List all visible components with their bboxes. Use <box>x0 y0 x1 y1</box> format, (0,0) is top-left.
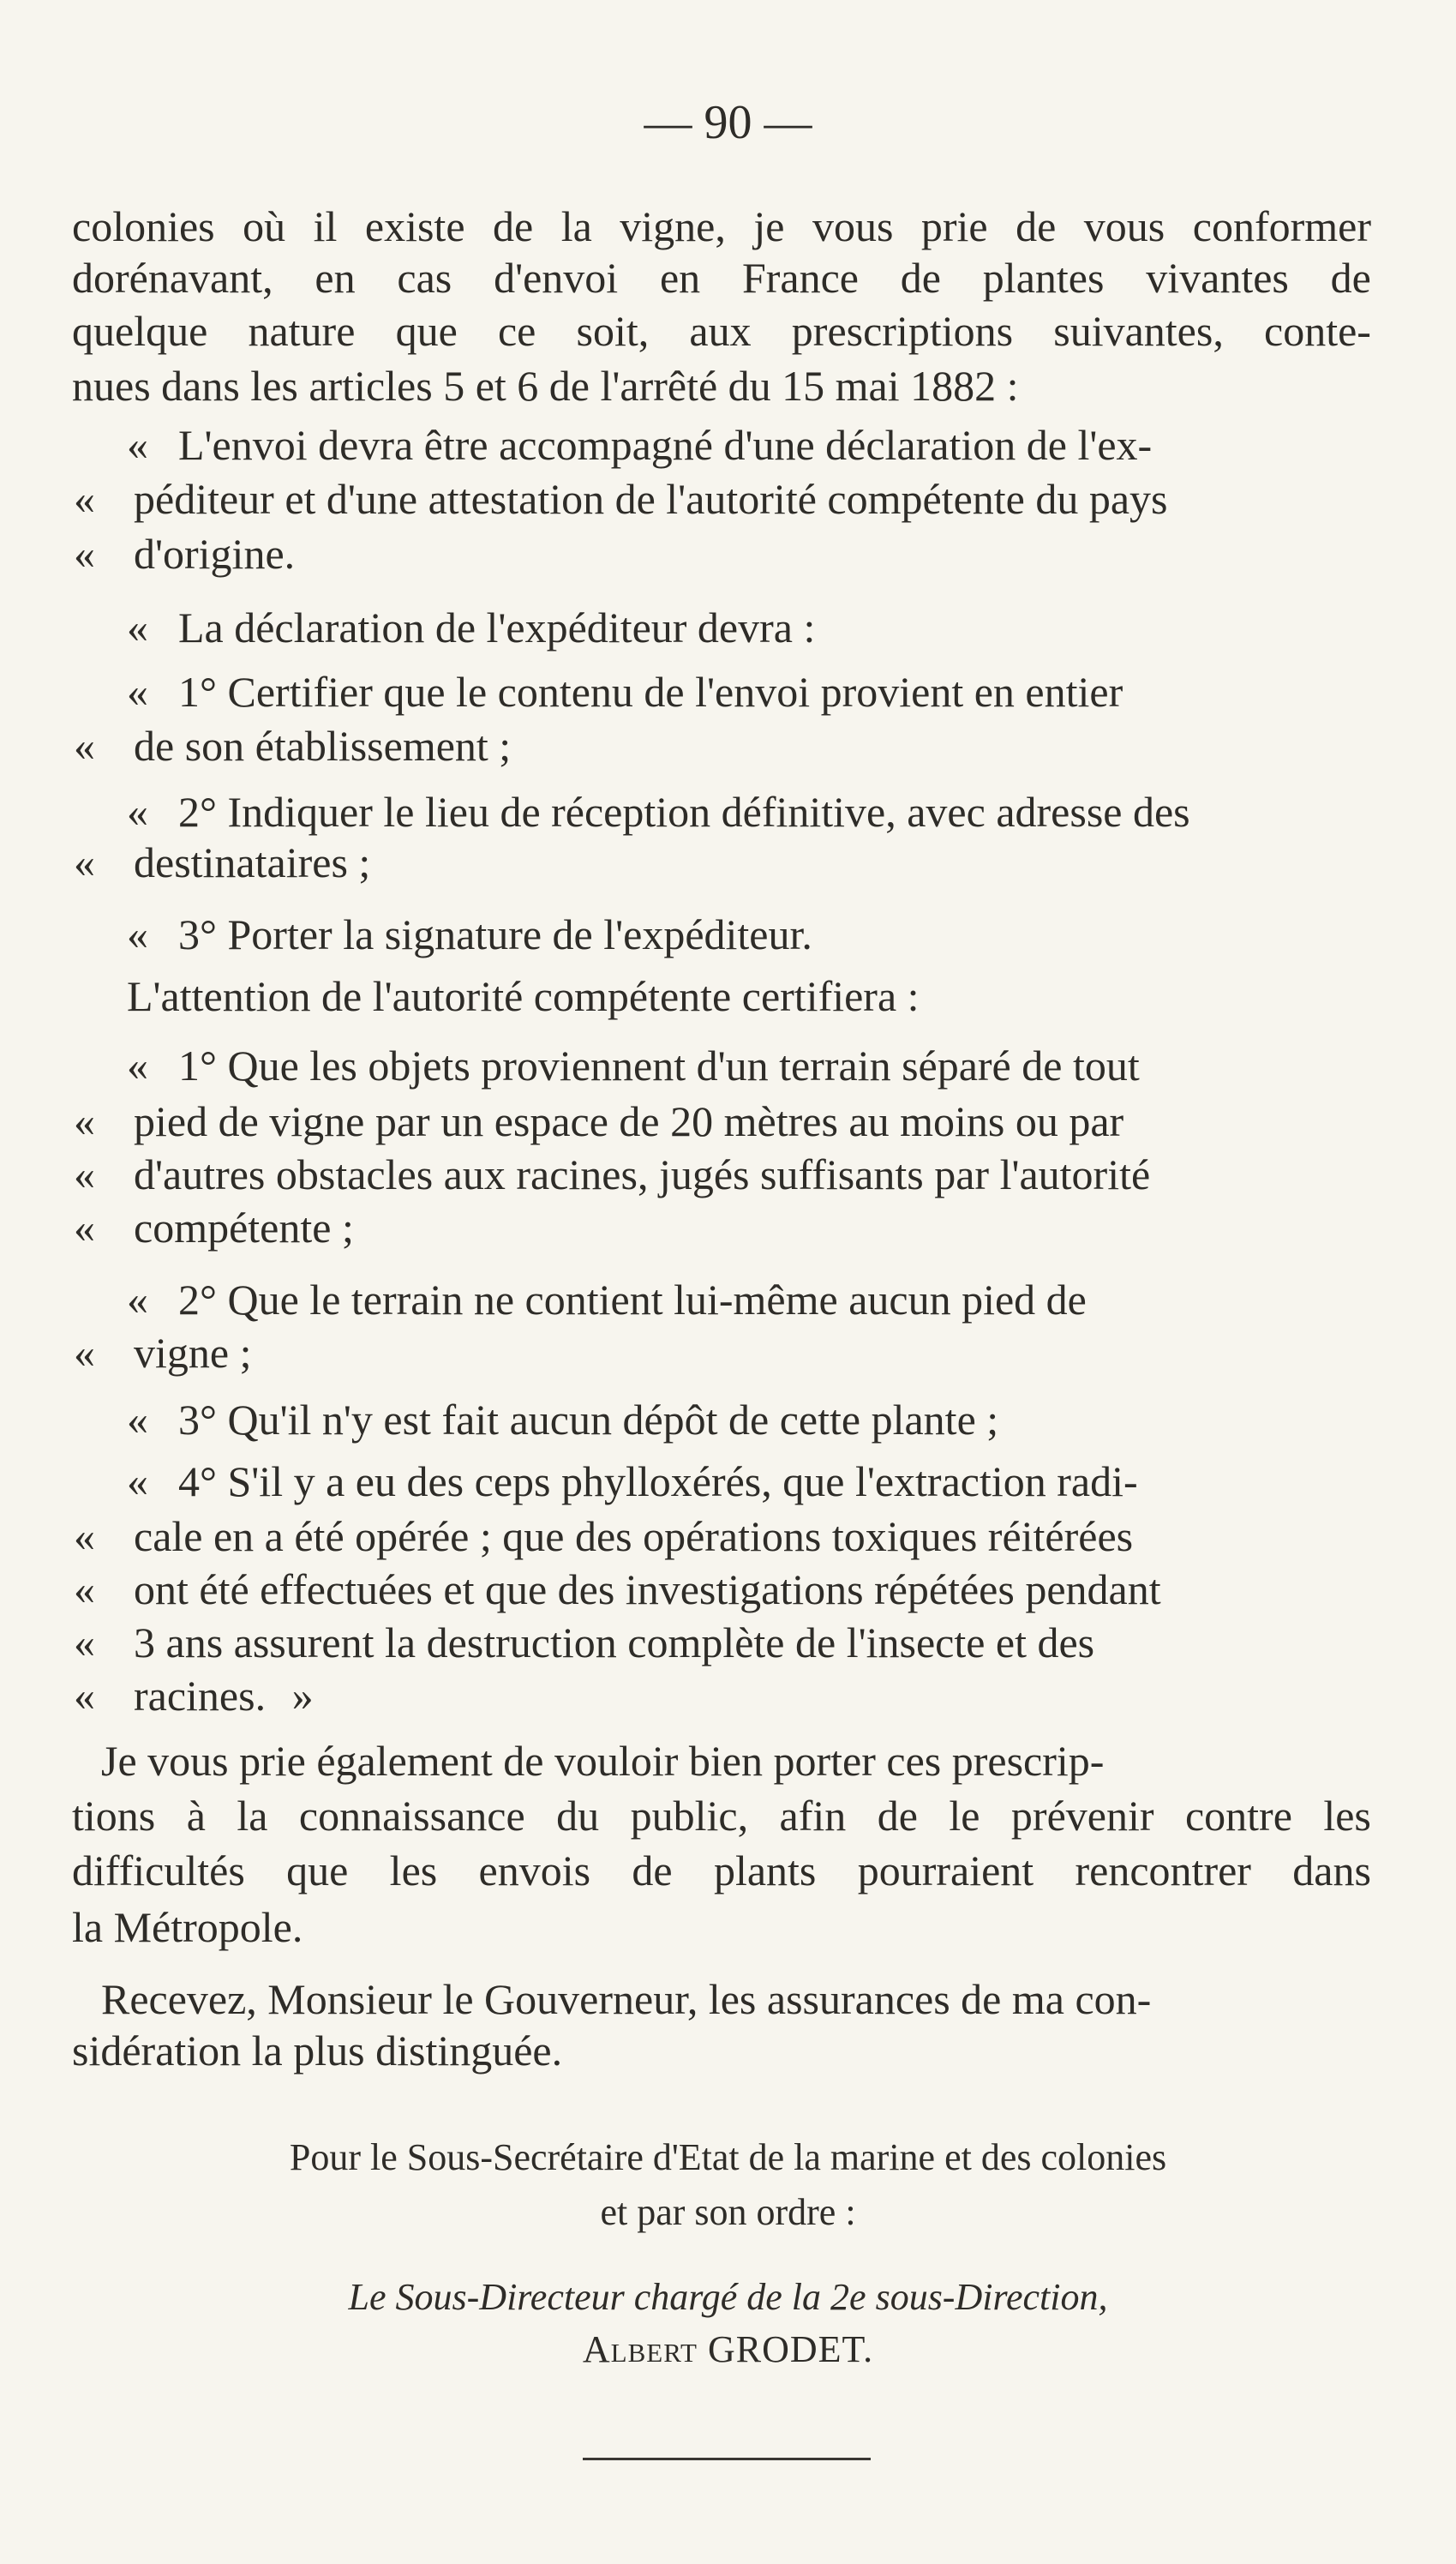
closing-rule <box>583 2458 871 2460</box>
guillemet: « <box>74 1150 95 1198</box>
guillemet: « <box>127 788 148 836</box>
word: contre <box>1184 1792 1292 1840</box>
word: difficultés <box>72 1846 245 1894</box>
word: les <box>1323 1792 1371 1840</box>
text-line: cale en a été opérée ; que des opérations toxiques réitérées <box>134 1512 1134 1560</box>
guillemet: « <box>127 603 148 652</box>
word: à <box>186 1792 206 1840</box>
word: que <box>395 307 458 355</box>
word: existe <box>364 202 465 250</box>
word: aux <box>689 307 752 355</box>
word: prie <box>920 202 988 250</box>
word: le <box>949 1792 980 1840</box>
guillemet: « <box>127 910 148 958</box>
word: en <box>315 254 356 302</box>
word: dorénavant, <box>72 254 273 302</box>
guillemet: « <box>127 668 148 716</box>
closing-guillemet: » <box>291 1672 314 1720</box>
guillemet: « <box>74 1565 95 1613</box>
word: quelque <box>72 307 208 355</box>
guillemet: « <box>127 1276 148 1324</box>
text-line: 3° Qu'il n'y est fait aucun dépôt de cette plante ; <box>178 1396 999 1444</box>
text-line <box>72 1843 1371 1898</box>
word: où <box>243 202 286 250</box>
word: prescriptions <box>791 307 1014 355</box>
word: vous <box>1083 202 1165 250</box>
text-line <box>72 250 1371 305</box>
word: connaissance <box>298 1792 525 1840</box>
text-line: Recevez, Monsieur le Gouverneur, les assurances de ma con- <box>101 1975 1152 2023</box>
text-line <box>72 303 1371 358</box>
guillemet: « <box>127 1457 148 1505</box>
word: conformer <box>1192 202 1371 250</box>
word: tions <box>72 1792 156 1840</box>
word: rencontrer <box>1075 1846 1251 1894</box>
text-line: de son établissement ; <box>134 722 512 770</box>
text-line: La déclaration de l'expéditeur devra : <box>178 603 816 652</box>
signature-line-2: et par son ordre : <box>600 2191 856 2233</box>
guillemet: « <box>74 838 95 886</box>
word: cas <box>397 254 452 302</box>
text-line: 3° Porter la signature de l'expéditeur. <box>178 910 812 958</box>
text-line: péditeur et d'une attestation de l'autorité compétente du pays <box>134 475 1168 523</box>
word: envois <box>478 1846 591 1894</box>
text-line: ont été effectuées et que des investigations répétées pendant <box>134 1565 1161 1613</box>
text-line: Je vous prie également de vouloir bien porter ces prescrip- <box>101 1737 1105 1785</box>
guillemet: « <box>127 1396 148 1444</box>
text-line: 4° S'il y a eu des ceps phylloxérés, que l'extraction radi- <box>178 1457 1138 1505</box>
text-line <box>134 1668 314 1723</box>
text-line: 1° Que les objets proviennent d'un terrain séparé de tout <box>178 1042 1140 1090</box>
text-line: sidération la plus distinguée. <box>72 2027 563 2075</box>
text-line: 1° Certifier que le contenu de l'envoi provient en entier <box>178 668 1123 716</box>
word: de <box>877 1792 918 1840</box>
word: les <box>389 1846 438 1894</box>
signatory-name: Albert GRODET. <box>582 2328 874 2370</box>
text-line: la Métropole. <box>72 1903 303 1951</box>
word: la <box>237 1792 268 1840</box>
guillemet: « <box>127 421 148 469</box>
word: du <box>556 1792 600 1840</box>
guillemet: « <box>74 1512 95 1560</box>
guillemet: « <box>127 1042 148 1090</box>
word: public, <box>630 1792 749 1840</box>
text-line <box>72 199 1371 254</box>
text-line: destinataires ; <box>134 838 371 886</box>
text-line: compétente ; <box>134 1204 354 1252</box>
text-line: d'autres obstacles aux racines, jugés suffisants par l'autorité <box>134 1150 1151 1198</box>
word: vivantes <box>1146 254 1289 302</box>
guillemet: « <box>74 530 95 578</box>
word: nature <box>248 307 356 355</box>
word: de <box>632 1846 673 1894</box>
text-line: L'attention de l'autorité compétente certifiera : <box>127 972 920 1020</box>
word: de <box>493 202 534 250</box>
word: vous <box>812 202 894 250</box>
word: suivantes, <box>1053 307 1224 355</box>
text-line: 2° Que le terrain ne contient lui-même aucun pied de <box>178 1276 1087 1324</box>
word: soit, <box>576 307 650 355</box>
word: je <box>753 202 785 250</box>
word: en <box>659 254 701 302</box>
text-line: d'origine. <box>134 530 296 578</box>
text-line: L'envoi devra être accompagné d'une déclaration de l'ex- <box>178 421 1153 469</box>
text-line: vigne ; <box>134 1329 252 1377</box>
text-line: nues dans les articles 5 et 6 de l'arrêté du 15 mai 1882 : <box>72 362 1019 410</box>
guillemet: « <box>74 1204 95 1252</box>
word: conte- <box>1264 307 1371 355</box>
word: vigne, <box>620 202 726 250</box>
text-line: pied de vigne par un espace de 20 mètres au moins ou par <box>134 1097 1124 1145</box>
word: de <box>1016 202 1057 250</box>
word: il <box>313 202 338 250</box>
guillemet: « <box>74 722 95 770</box>
quote-last-words: racines. <box>134 1672 267 1720</box>
signature-line-3: Le Sous-Directeur chargé de la 2e sous-Direction, <box>348 2276 1108 2318</box>
word: France <box>741 254 859 302</box>
word: de <box>1330 254 1371 302</box>
word: pourraient <box>857 1846 1034 1894</box>
word: d'envoi <box>494 254 619 302</box>
text-line: 3 ans assurent la destruction complète de l'insecte et des <box>134 1618 1095 1666</box>
guillemet: « <box>74 1329 95 1377</box>
guillemet: « <box>74 475 95 523</box>
word: plants <box>713 1846 817 1894</box>
word: dans <box>1292 1846 1371 1894</box>
word: la <box>560 202 592 250</box>
word: de <box>900 254 941 302</box>
word: colonies <box>72 202 215 250</box>
word: afin <box>779 1792 847 1840</box>
word: que <box>286 1846 349 1894</box>
word: prévenir <box>1010 1792 1154 1840</box>
word: ce <box>497 307 536 355</box>
text-line <box>72 1788 1371 1843</box>
text-line: 2° Indiquer le lieu de réception définitive, avec adresse des <box>178 788 1190 836</box>
signature-line-1: Pour le Sous-Secrétaire d'Etat de la marine et des colonies <box>289 2136 1167 2178</box>
word: plantes <box>982 254 1105 302</box>
guillemet: « <box>74 1097 95 1145</box>
guillemet: « <box>74 1672 95 1720</box>
page-number: — 90 — <box>644 96 812 149</box>
guillemet: « <box>74 1618 95 1666</box>
